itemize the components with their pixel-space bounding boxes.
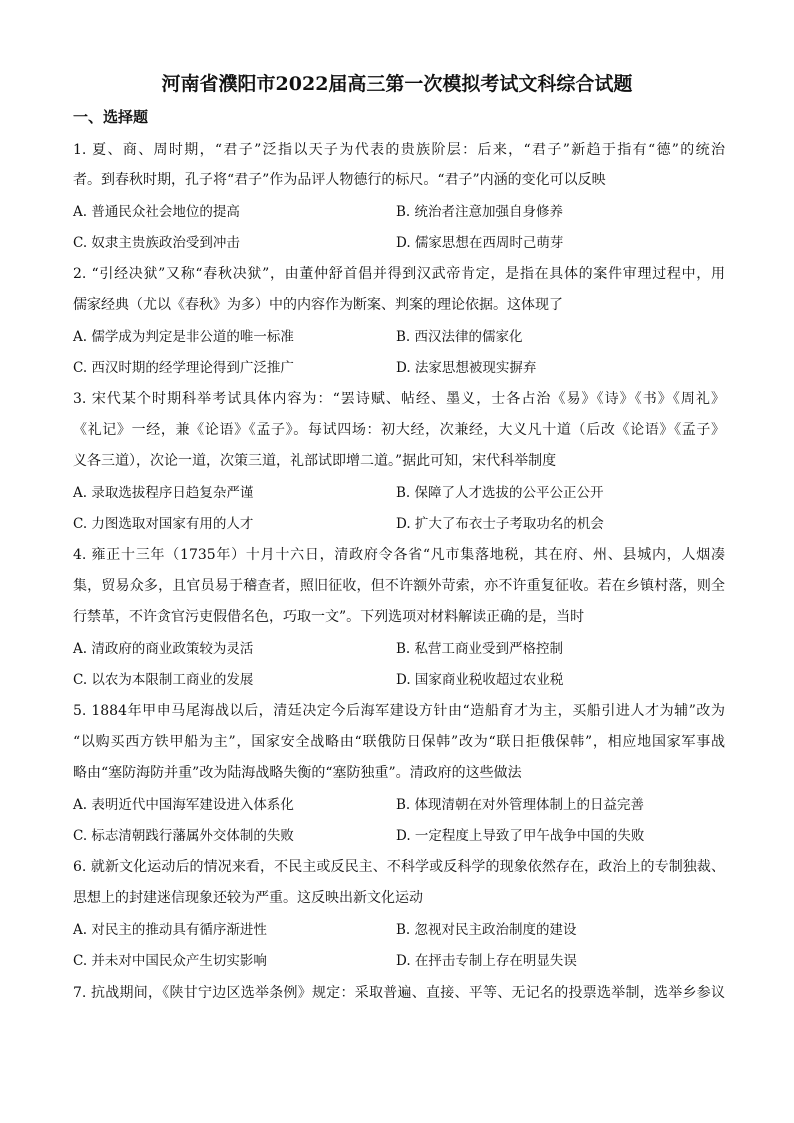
question-text: 思想上的封建迷信现象还较为严重。这反映出新文化运动 — [73, 890, 423, 906]
question-text: 2. “引经决狱”又称“春秋决狱”，由董仲舒首倡并得到汉武帝肯定，是指在具体的案件审理过程中，用 — [73, 266, 725, 282]
question-text: 《礼记》一经，兼《论语》《孟子》。每试四场：初大经，次兼经，大义凡十道（后改《论语》《孟子》 — [73, 422, 725, 438]
option-d: D. 在抨击专制上存在明显失误 — [396, 953, 577, 969]
option-b: B. 私营工商业受到严格控制 — [396, 641, 564, 657]
question-text: 略由“塞防海防并重”改为陆海战略失衡的“塞防独重”。清政府的这些做法 — [73, 765, 522, 781]
option-d: D. 一定程度上导致了甲午战争中国的失败 — [396, 828, 645, 844]
option-a: A. 表明近代中国海军建设进入体系化 — [73, 797, 294, 813]
option-a: A. 清政府的商业政策较为灵活 — [73, 641, 254, 657]
option-b: B. 忽视对民主政治制度的建设 — [396, 922, 577, 938]
option-b: B. 统治者注意加强自身修养 — [396, 204, 564, 220]
question-text: 5. 1884年甲申马尾海战以后，清廷决定今后海军建设方针由“造船育才为主，买船引进人才为辅”改为 — [73, 703, 725, 719]
question-text: 儒家经典（尤以《春秋》为多）中的内容作为断案、判案的理论依据。这体现了 — [73, 297, 563, 313]
question-text: 集，贸易众多，且官员易于稽查者，照旧征收，但不许额外苛索，亦不许重复征收。若在乡镇村落，则全 — [73, 578, 725, 594]
option-a: A. 普通民众社会地位的提高 — [73, 204, 240, 220]
option-d: D. 儒家思想在西周时己萌芽 — [396, 235, 564, 251]
option-a: A. 儒学成为判定是非公道的唯一标准 — [73, 329, 294, 345]
option-c: C. 以农为本限制工商业的发展 — [73, 672, 254, 688]
question-text: 3. 宋代某个时期科举考试具体内容为：“罢诗赋、帖经、墨义，士各占治《易》《诗》《书》《周礼》 — [73, 391, 725, 407]
option-d: D. 法家思想被现实摒弃 — [396, 360, 537, 376]
option-d: D. 国家商业税收超过农业税 — [396, 672, 564, 688]
question-text: 7. 抗战期间，《陕甘宁边区选举条例》规定：采取普遍、直接、平等、无记名的投票选举制，选举乡参议 — [73, 985, 725, 1001]
question-text: “以购买西方铁甲船为主”，国家安全战略由“联俄防日保韩”改为“联日拒俄保韩”，相应地国家军事战 — [73, 734, 725, 750]
option-c: C. 力图选取对国家有用的人才 — [73, 516, 254, 532]
option-c: C. 奴隶主贵族政治受到冲击 — [73, 235, 240, 251]
question-text: 义各三道），次论一道，次策三道，礼部试即增二道。”据此可知，宋代科举制度 — [73, 453, 557, 469]
question-text: 6. 就新文化运动后的情况来看，不民主或反民主、不科学或反科学的现象依然存在，政治上的专制独裁、 — [73, 859, 725, 875]
question-text: 者。到春秋时期，孔子将“君子”作为品评人物德行的标尺。“君子”内涵的变化可以反映 — [73, 172, 606, 188]
option-b: B. 保障了人才选拔的公平公正公开 — [396, 485, 604, 501]
option-b: B. 体现清朝在对外管理体制上的日益完善 — [396, 797, 645, 813]
question-text: 1. 夏、商、周时期，“君子”泛指以天子为代表的贵族阶层：后来，“君子”新趋于指有“德”的统治 — [73, 142, 725, 158]
page-title: 河南省濮阳市2022届高三第一次模拟考试文科综合试题 — [161, 73, 633, 95]
option-c: C. 标志清朝践行藩属外交体制的失败 — [73, 828, 294, 844]
option-d: D. 扩大了布衣士子考取功名的机会 — [396, 516, 604, 532]
option-a: A. 对民主的推动具有循序渐进性 — [73, 922, 267, 938]
question-text: 4. 雍正十三年（1735年）十月十六日，清政府令各省“凡市集落地税，其在府、州、县城内，人烟凑 — [73, 547, 725, 563]
option-a: A. 录取选拔程序日趋复杂严谨 — [73, 485, 254, 501]
option-c: C. 并未对中国民众产生切实影响 — [73, 953, 267, 969]
option-c: C. 西汉时期的经学理论得到广泛推广 — [73, 360, 294, 376]
option-b: B. 西汉法律的儒家化 — [396, 329, 523, 345]
question-text: 行禁革，不许贪官污吏假借名色，巧取一文”。下列选项对材料解读正确的是，当时 — [73, 609, 585, 625]
section-heading: 一、选择题 — [73, 108, 149, 126]
